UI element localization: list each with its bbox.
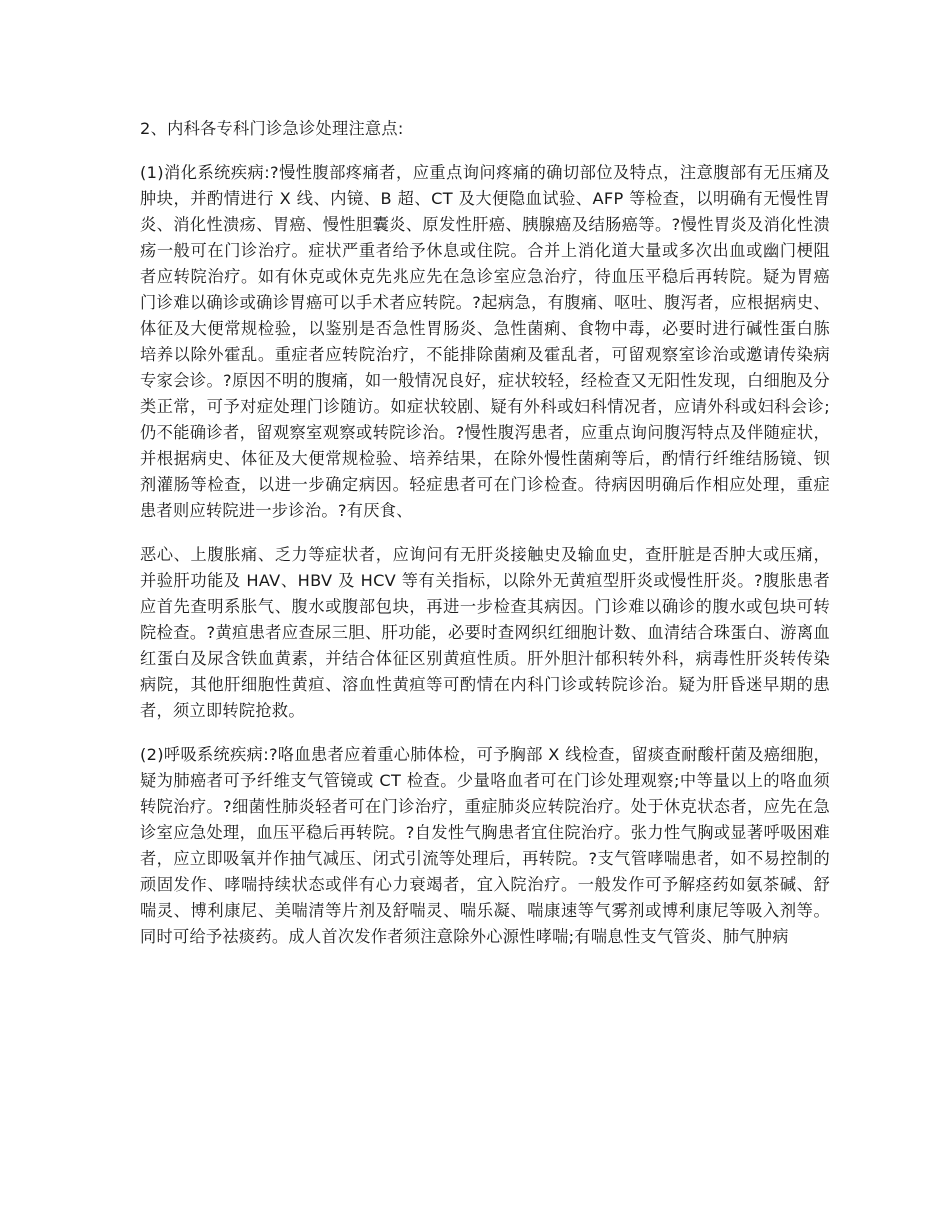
document-body (140, 116, 830, 968)
paragraph-digestive-disease-continued: 恶心、上腹胀痛、乏力等症状者，应询问有无肝炎接触史及输血史，查肝脏是否肿大或压痛，并验肝功能及 HAV、HBV 及 HCV 等有关指标，以除外无黄疸型肝炎或慢性肝炎。?腹胀患者应首先查明系胀气、腹水或腹部包块，再进一步检查其病因。门诊难以确诊的腹水或包块可转院检查。?黄疸患者应查尿三胆、肝功能，必要时查网织红细胞计数、血清结合珠蛋白、游离血红蛋白及尿含铁血黄素，并结合体征区别黄疸性质。肝外胆汁郁积转外科，病毒性肝炎转传染病院，其他肝细胞性黄疸、溶血性黄疸等可酌情在内科门诊或转院诊治。疑为肝昏迷早期的患者，须立即转院抢救。 (140, 545, 830, 720)
paragraph-respiratory-disease: (2)呼吸系统疾病:?咯血患者应着重心肺体检，可予胸部 X 线检查，留痰查耐酸杆菌及癌细胞，疑为肺癌者可予纤维支气管镜或 CT 检查。少量咯血者可在门诊处理观察;中等量以上的咯血须转院治疗。?细菌性肺炎轻者可在门诊治疗，重症肺炎应转院治疗。处于休克状态者，应先在急诊室应急处理，血压平稳后再转院。?自发性气胸患者宜住院治疗。张力性气胸或显著呼吸困难者，应立即吸氧并作抽气减压、闭式引流等处理后，再转院。?支气管哮喘患者，如不易控制的顽固发作、哮喘持续状态或伴有心力衰竭者，宜入院治疗。一般发作可予解痉药如氨茶碱、舒喘灵、博利康尼、美喘清等片剂及舒喘灵、喘乐凝、喘康速等气雾剂或博利康尼等吸入剂等。同时可给予祛痰药。成人首次发作者须注意除外心源性哮喘;有喘息性支气管炎、肺气肿病 (140, 745, 830, 946)
section-heading: 2、内科各专科门诊急诊处理注意点: (140, 119, 404, 138)
paragraph-digestive-disease: (1)消化系统疾病:?慢性腹部疼痛者，应重点询问疼痛的确切部位及特点，注意腹部有无压痛及肿块，并酌情进行 X 线、内镜、B 超、CT 及大便隐血试验、AFP 等检查，以明确有无慢性胃炎、消化性溃疡、胃癌、慢性胆囊炎、原发性肝癌、胰腺癌及结肠癌等。?慢性胃炎及消化性溃疡一般可在门诊治疗。症状严重者给予休息或住院。合并上消化道大量或多次出血或幽门梗阻者应转院治疗。如有休克或休克先兆应先在急诊室应急治疗，待血压平稳后再转院。疑为胃癌门诊难以确诊或确诊胃癌可以手术者应转院。?起病急，有腹痛、呕吐、腹泻者，应根据病史、体征及大便常规检验，以鉴别是否急性胃肠炎、急性菌痢、食物中毒，必要时进行碱性蛋白胨培养以除外霍乱。重症者应转院治疗，不能排除菌痢及霍乱者，可留观察室诊治或邀请传染病专家会诊。?原因不明的腹痛，如一般情况良好，症状较轻，经检查又无阳性发现，白细胞及分类正常，可予对症处理门诊随访。如症状较剧、疑有外科或妇科情况者，应请外科或妇科会诊;仍不能确诊者，留观察室观察或转院诊治。?慢性腹泻患者，应重点询问腹泻特点及伴随症状，并根据病史、体征及大便常规检验、培养结果，在除外慢性菌痢等后，酌情行纤维结肠镜、钡剂灌肠等检查，以进一步确定病因。轻症患者可在门诊检查。待病因明确后作相应处理，重症患者则应转院进一步诊治。?有厌食、 (140, 163, 830, 520)
